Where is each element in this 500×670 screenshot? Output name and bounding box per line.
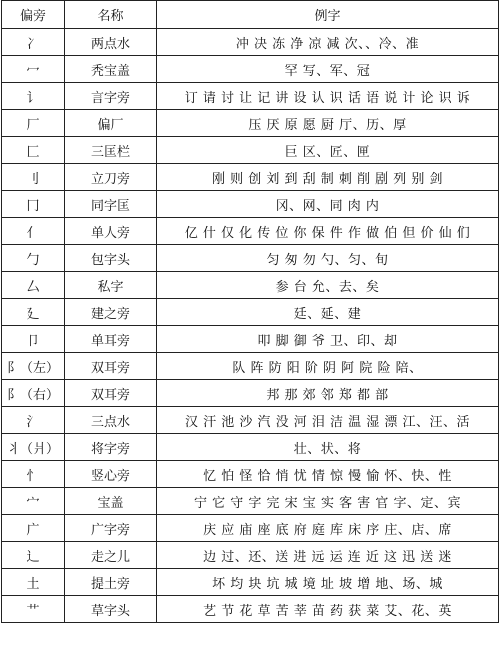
- examples-cell: 冈、网、同 肉 内: [157, 191, 499, 218]
- examples-cell: 艺 节 花 草 苦 莘 苗 药 获 菜 艾、花、英: [157, 596, 499, 623]
- radical-cell: 丬（爿）: [2, 434, 65, 461]
- radical-cell: 氵: [2, 407, 65, 434]
- name-cell: 立刀旁: [65, 164, 157, 191]
- examples-cell: 汉 汗 池 沙 汽 没 河 泪 洁 温 湿 漂 江、汪、活: [157, 407, 499, 434]
- radical-table: [1, 0, 499, 623]
- radical-cell: 宀: [2, 488, 65, 515]
- radical-cell: 广: [2, 515, 65, 542]
- radical-cell: 勹: [2, 245, 65, 272]
- examples-cell: 忆 怕 怪 恰 悄 忧 情 惊 慢 愉 怀、快、性: [157, 461, 499, 488]
- examples-cell: 亿 什 仅 化 传 位 你 保 件 作 做 伯 但 价 仙 们: [157, 218, 499, 245]
- table-row: [2, 272, 499, 299]
- name-cell: 走之儿: [65, 542, 157, 569]
- table-row: [2, 29, 499, 56]
- table-row: [2, 353, 499, 380]
- examples-cell: 庆 应 庙 座 底 府 庭 库 床 序 庄、店、席: [157, 515, 499, 542]
- examples-cell: 巨 区、匠、匣: [157, 137, 499, 164]
- radical-cell: 土: [2, 569, 65, 596]
- name-cell: 宝盖: [65, 488, 157, 515]
- header-radical: 偏旁: [2, 1, 65, 29]
- table-row: [2, 299, 499, 326]
- name-cell: 广字旁: [65, 515, 157, 542]
- name-cell: 草字头: [65, 596, 157, 623]
- radical-cell: 冫: [2, 29, 65, 56]
- examples-cell: 边 过、还、送 进 远 运 连 近 这 迅 送 迷: [157, 542, 499, 569]
- examples-cell: 匀 匆 勿 勺、匀、旬: [157, 245, 499, 272]
- name-cell: 三匡栏: [65, 137, 157, 164]
- header-row: [2, 1, 499, 29]
- name-cell: 秃宝盖: [65, 56, 157, 83]
- radical-cell: 厂: [2, 110, 65, 137]
- radical-cell: 冂: [2, 191, 65, 218]
- examples-cell: 宁 它 守 字 完 宋 宝 实 客 害 官 字、定、宾: [157, 488, 499, 515]
- radical-cell: 辶: [2, 542, 65, 569]
- examples-cell: 坏 均 块 坑 城 境 址 坡 增 地、场、城: [157, 569, 499, 596]
- name-cell: 双耳旁: [65, 380, 157, 407]
- name-cell: 双耳旁: [65, 353, 157, 380]
- examples-cell: 订 请 讨 让 记 讲 设 认 识 话 语 说 计 论 识 诉: [157, 83, 499, 110]
- examples-cell: 压 厌 原 愿 厨 厅、历、厚: [157, 110, 499, 137]
- radical-cell: 忄: [2, 461, 65, 488]
- name-cell: 单耳旁: [65, 326, 157, 353]
- table-row: [2, 380, 499, 407]
- examples-cell: 队 阵 防 阳 阶 阴 阿 院 险 陪、: [157, 353, 499, 380]
- radical-cell: 阝（右）: [2, 380, 65, 407]
- table-body: [2, 29, 499, 623]
- examples-cell: 廷、延、建: [157, 299, 499, 326]
- name-cell: 言字旁: [65, 83, 157, 110]
- radical-cell: 卩: [2, 326, 65, 353]
- radical-cell: 冖: [2, 56, 65, 83]
- table-row: [2, 326, 499, 353]
- examples-cell: 刚 则 创 刘 到 刮 制 刺 削 剧 列 别 剑: [157, 164, 499, 191]
- radical-cell: 匚: [2, 137, 65, 164]
- radical-cell: 讠: [2, 83, 65, 110]
- header-name: 名称: [65, 1, 157, 29]
- table-row: [2, 245, 499, 272]
- table-row: [2, 110, 499, 137]
- table-row: [2, 488, 499, 515]
- table-row: [2, 569, 499, 596]
- table-row: [2, 434, 499, 461]
- header-examples: 例字: [157, 1, 499, 29]
- table-row: [2, 407, 499, 434]
- name-cell: 两点水: [65, 29, 157, 56]
- name-cell: 偏厂: [65, 110, 157, 137]
- name-cell: 单人旁: [65, 218, 157, 245]
- name-cell: 私字: [65, 272, 157, 299]
- name-cell: 三点水: [65, 407, 157, 434]
- name-cell: 提土旁: [65, 569, 157, 596]
- table-row: [2, 515, 499, 542]
- table-row: [2, 164, 499, 191]
- radical-cell: 廴: [2, 299, 65, 326]
- name-cell: 竖心旁: [65, 461, 157, 488]
- examples-cell: 叩 脚 御 爷 卫、印、却: [157, 326, 499, 353]
- name-cell: 同字匡: [65, 191, 157, 218]
- examples-cell: 邦 那 郊 邻 郑 都 部: [157, 380, 499, 407]
- name-cell: 建之旁: [65, 299, 157, 326]
- name-cell: 将字旁: [65, 434, 157, 461]
- table-row: [2, 596, 499, 623]
- table-row: [2, 56, 499, 83]
- name-cell: 包字头: [65, 245, 157, 272]
- radical-cell: 亻: [2, 218, 65, 245]
- table-row: [2, 83, 499, 110]
- examples-cell: 冲 决 冻 净 凉 减 次、、冷、准: [157, 29, 499, 56]
- radical-cell: 刂: [2, 164, 65, 191]
- radical-cell: 厶: [2, 272, 65, 299]
- examples-cell: 罕 写、军、冠: [157, 56, 499, 83]
- table-row: [2, 542, 499, 569]
- radical-cell: 阝（左）: [2, 353, 65, 380]
- examples-cell: 壮、状、将: [157, 434, 499, 461]
- table-row: [2, 191, 499, 218]
- table-row: [2, 137, 499, 164]
- table-row: [2, 218, 499, 245]
- table-row: [2, 461, 499, 488]
- radical-cell: 艹: [2, 596, 65, 623]
- examples-cell: 参 台 允、去、矣: [157, 272, 499, 299]
